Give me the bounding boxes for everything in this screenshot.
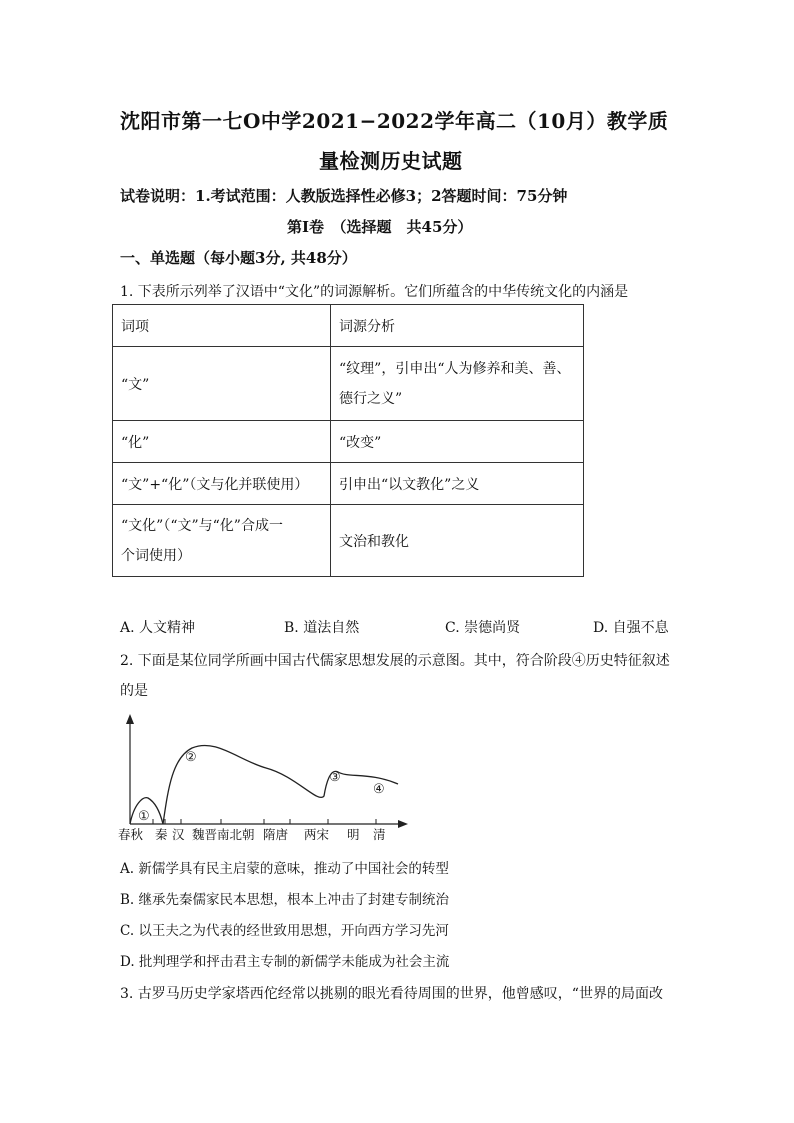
q1-option-d[interactable]: D. 自强不息: [593, 620, 669, 636]
table-row: [113, 421, 584, 463]
table-header-analysis: 词源分析: [331, 305, 584, 347]
table-header-term: 词项: [113, 305, 331, 347]
x-label: 隋唐: [263, 827, 289, 842]
x-label: 魏晋南北朝: [192, 827, 255, 842]
exam-instructions: 试卷说明：1.考试范围：人教版选择性必修3；2答题时间：75分钟: [120, 187, 568, 205]
question-1-stem: 1. 下表所示列举了汉语中“文化”的词源解析。它们所蕴含的中华传统文化的内涵是: [120, 284, 629, 300]
curve-stage-2-4: [163, 745, 398, 824]
table-row: [113, 505, 584, 577]
page-title-line1: 沈阳市第一七O中学2021−2022学年高二（10月）教学质: [120, 109, 669, 133]
table-header-row: [113, 305, 584, 347]
section-heading: 一、单选题（每小题3分, 共48分）: [120, 249, 357, 267]
table-cell-term: “文”+“化”（文与化并联使用）: [113, 463, 331, 505]
x-label: 汉: [172, 827, 185, 842]
volume-heading: 第Ⅰ卷 （选择题 共45分）: [287, 218, 473, 236]
analysis-line: 德行之义”: [339, 390, 403, 407]
question-2-stem-line1: 2. 下面是某位同学所画中国古代儒家思想发展的示意图。其中，符合阶段④历史特征叙述: [120, 653, 670, 669]
q2-option-a[interactable]: A. 新儒学具有民主启蒙的意味，推动了中国社会的转型: [120, 861, 449, 877]
table-row: [113, 463, 584, 505]
x-axis-arrow-icon: [398, 820, 408, 828]
q1-option-c[interactable]: C. 崇德尚贤: [445, 620, 521, 636]
stage-marker-3: ③: [329, 770, 341, 785]
term-line: “文化”（“文”与“化”合成一: [121, 517, 283, 534]
x-label: 秦: [155, 827, 168, 842]
q2-option-b[interactable]: B. 继承先秦儒家民本思想，根本上冲击了封建专制统治: [120, 892, 450, 908]
table-row: [113, 347, 584, 421]
x-axis-ticks: [153, 819, 376, 824]
table-cell-analysis: 引申出“以文教化”之义: [331, 463, 584, 505]
stage-marker-1: ①: [138, 809, 150, 824]
table-cell-term: [113, 505, 331, 577]
etymology-table: [112, 304, 584, 577]
page-title-line2: 量检测历史试题: [319, 149, 463, 173]
q1-option-b[interactable]: B. 道法自然: [284, 620, 360, 636]
term-line: 个词使用）: [121, 547, 191, 564]
x-label: 春秋: [118, 827, 144, 842]
question-3-stem: 3. 古罗马历史学家塔西佗经常以挑剔的眼光看待周围的世界，他曾感叹，“世界的局面改: [120, 986, 663, 1002]
table-cell-analysis: 文治和教化: [331, 505, 584, 577]
table-cell-term: “文”: [113, 347, 331, 421]
q2-option-c[interactable]: C. 以王夫之为代表的经世致用思想，开向西方学习先河: [120, 923, 449, 939]
analysis-line: “纹理”，引申出“人为修养和美、善、: [339, 360, 571, 377]
q2-option-d[interactable]: D. 批判理学和抨击君主专制的新儒学未能成为社会主流: [120, 954, 450, 970]
stage-marker-2: ②: [185, 750, 197, 765]
table-cell-analysis: “改变”: [331, 421, 584, 463]
x-label: 明: [347, 827, 360, 842]
q1-option-a[interactable]: A. 人文精神: [120, 620, 196, 636]
x-label: 清: [373, 827, 386, 842]
table-cell-analysis: [331, 347, 584, 421]
confucianism-development-diagram: [108, 712, 418, 844]
table-cell-term: “化”: [113, 421, 331, 463]
question-2-stem-line2: 的是: [120, 683, 148, 699]
stage-marker-4: ④: [373, 782, 385, 797]
x-label: 两宋: [304, 827, 330, 842]
y-axis-arrow-icon: [126, 714, 134, 724]
